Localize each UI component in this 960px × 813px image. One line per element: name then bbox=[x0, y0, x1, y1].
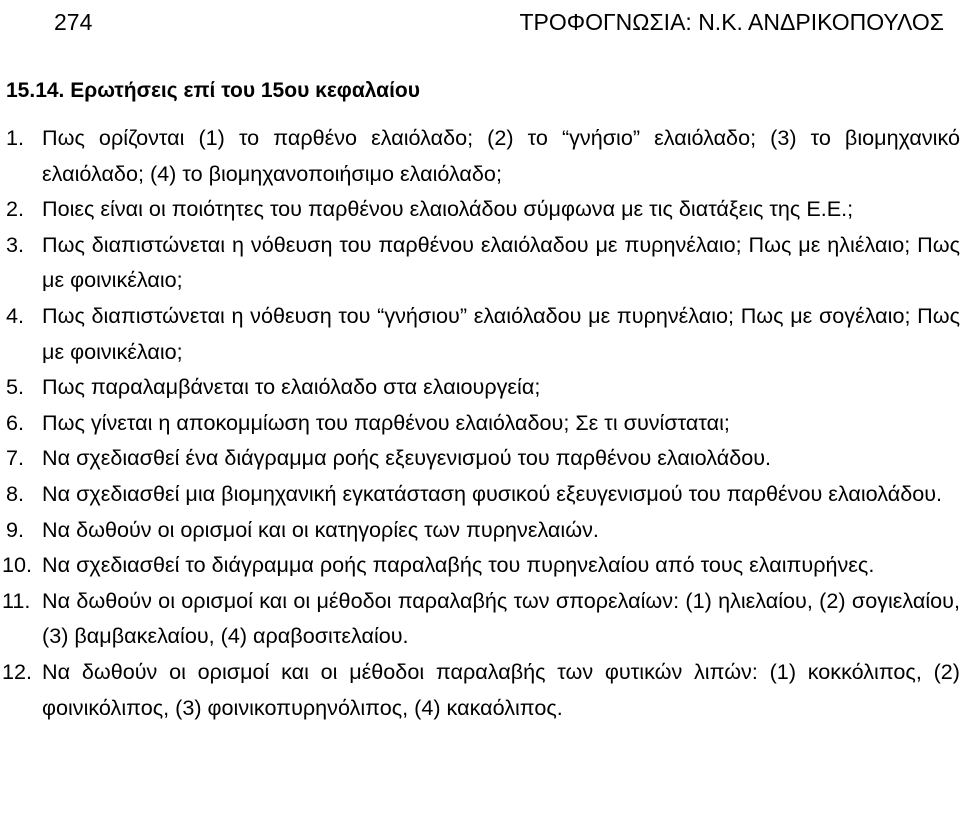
question-text: Να σχεδιασθεί μια βιομηχανική εγκατάσταση φυσικού εξευγενισμού του παρθένου ελαιολάδου. bbox=[42, 480, 943, 506]
question-number: 12. bbox=[2, 658, 33, 684]
question-item bbox=[0, 476, 960, 512]
question-number: 5. bbox=[6, 374, 25, 400]
section-title: 15.14. Ερωτήσεις επί του 15ου κεφαλαίου bbox=[6, 79, 420, 102]
question-item bbox=[0, 512, 960, 548]
question-item bbox=[0, 191, 960, 227]
question-number: 10. bbox=[2, 552, 33, 578]
question-text: Πως διαπιστώνεται η νόθευση του “γνήσιου” ελαιόλαδου με πυρηνέλαιο; Πως με σογέλαιο; Πως με φοινικέλαιο; bbox=[42, 302, 960, 364]
question-item bbox=[0, 369, 960, 405]
question-number: 4. bbox=[6, 302, 25, 328]
question-item bbox=[0, 440, 960, 476]
question-text: Να δωθούν οι ορισμοί και οι μέθοδοι παραλαβής των φυτικών λιπών: (1) κοκκόλιπος, (2) φοινικόλιπος, (3) φοινικοπυρηνόλιπος, (4) κακαόλιπος. bbox=[42, 658, 960, 720]
page-header bbox=[0, 4, 960, 40]
question-number: 1. bbox=[6, 125, 25, 150]
question-item bbox=[0, 405, 960, 441]
question-text: Να δωθούν οι ορισμοί και οι κατηγορίες των πυρηνελαιών. bbox=[42, 516, 599, 542]
question-number: 6. bbox=[6, 409, 25, 435]
page-number: 274 bbox=[54, 9, 93, 35]
question-item bbox=[0, 654, 960, 725]
question-text: Ποιες είναι οι ποιότητες του παρθένου ελαιολάδου σύμφωνα με τις διατάξεις της Ε.Ε.; bbox=[42, 196, 854, 222]
question-number: 8. bbox=[6, 480, 25, 506]
question-text: Πως διαπιστώνεται η νόθευση του παρθένου ελαιόλαδου με πυρηνέλαιο; Πως με ηλιέλαιο; Πως με φοινικέλαιο; bbox=[42, 231, 960, 293]
question-number: 2. bbox=[6, 196, 25, 222]
question-item bbox=[0, 227, 960, 298]
question-item bbox=[0, 547, 960, 583]
question-list bbox=[0, 120, 960, 725]
question-number: 11. bbox=[2, 587, 31, 613]
question-text: Να δωθούν οι ορισμοί και οι μέθοδοι παραλαβής των σπορελαίων: (1) ηλιελαίου, (2) σογιελαίου, (3) βαμβακελαίου, (4) αραβοσιτελαίου. bbox=[42, 587, 960, 649]
question-text: Να σχεδιασθεί ένα διάγραμμα ροής εξευγενισμού του παρθένου ελαιολάδου. bbox=[42, 445, 772, 471]
question-text: Πως ορίζονται (1) το παρθένο ελαιόλαδο; (2) το “γνήσιο” ελαιόλαδο; (3) το βιομηχανικό ελαιόλαδο; (4) το βιομηχανοποιήσιμο ελαιόλαδο; bbox=[42, 125, 960, 186]
question-number: 3. bbox=[6, 231, 25, 257]
question-number: 9. bbox=[6, 516, 25, 542]
question-text: Πως γίνεται η αποκομμίωση του παρθένου ελαιόλαδου; Σε τι συνίσταται; bbox=[42, 409, 730, 435]
question-text: Να σχεδιασθεί το διάγραμμα ροής παραλαβής του πυρηνελαίου από τους ελαιπυρήνες. bbox=[42, 552, 875, 578]
question-item bbox=[0, 120, 960, 191]
running-head: ΤΡΟΦΟΓΝΩΣΙΑ: Ν.Κ. ΑΝΔΡΙΚΟΠΟΥΛΟΣ bbox=[519, 9, 944, 35]
question-item bbox=[0, 583, 960, 654]
question-text: Πως παραλαμβάνεται το ελαιόλαδο στα ελαιουργεία; bbox=[42, 374, 541, 400]
question-item bbox=[0, 298, 960, 369]
question-number: 7. bbox=[6, 445, 25, 471]
